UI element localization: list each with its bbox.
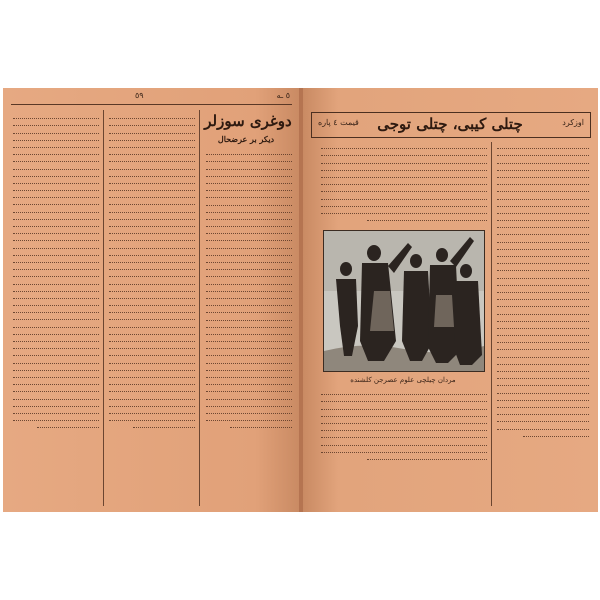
price-label: قیمت ٤ پاره [318, 118, 359, 127]
photo-caption: مردان چیلچی علوم عصرجن کلشنده [350, 376, 456, 384]
text-column [109, 112, 195, 434]
right-page [303, 88, 598, 512]
column-rule [199, 110, 200, 506]
left-page [3, 88, 300, 512]
header-rule [11, 104, 292, 105]
column-rule [103, 110, 104, 506]
article-subtitle: دیکر بر عرضحال [217, 134, 275, 144]
issue-number: ٥٩ [135, 91, 144, 100]
text-column [13, 112, 99, 434]
figures-illustration [324, 231, 484, 371]
page-number: ٥ ـه [276, 91, 290, 100]
article-title: دوغری سوزلر [204, 112, 292, 130]
text-block [321, 142, 487, 227]
section-label: اوزکرد [562, 118, 584, 127]
magazine-spread [3, 88, 598, 512]
article-title: چتلی کیبی، چتلی توجی [377, 115, 523, 133]
text-column [206, 148, 292, 435]
text-block [321, 388, 487, 466]
title-box [311, 112, 591, 138]
text-column [497, 142, 589, 443]
column-rule [491, 142, 492, 506]
photograph [323, 230, 485, 372]
